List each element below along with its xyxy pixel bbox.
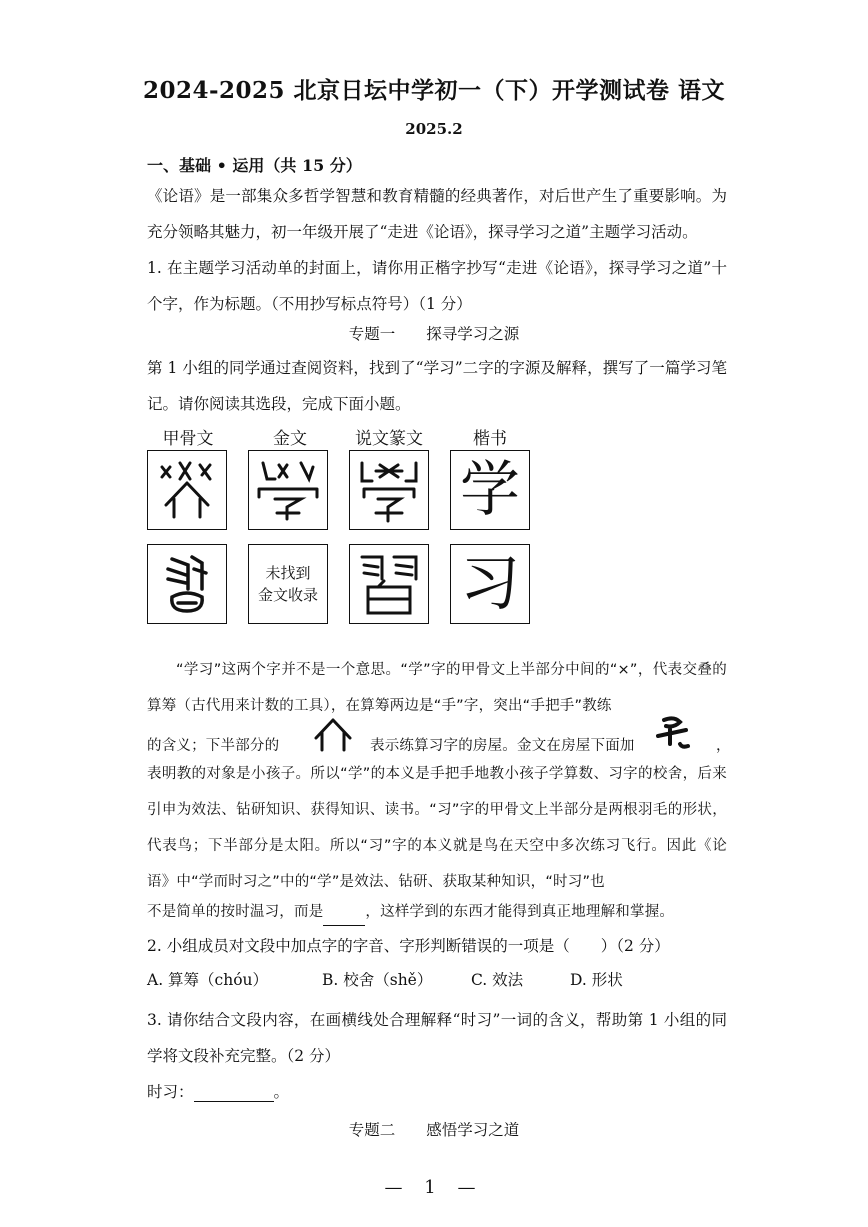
answer-blank[interactable] [194, 1101, 274, 1102]
passage-text-4b: ，这样学到的东西才能得到真正地理解和掌握。 [365, 904, 675, 920]
option-b[interactable]: B. 校舍（shě） [322, 971, 433, 989]
header-bronze: 金文 [273, 429, 307, 449]
regular-xi-char: 习 [460, 549, 520, 619]
option-d[interactable]: D. 形状 [570, 971, 623, 989]
bronze-xi-not-found [248, 544, 328, 624]
passage-answer-blank[interactable] [323, 925, 365, 926]
header-regular: 楷书 [473, 429, 507, 449]
passage-paragraph-3: 表明教的对象是小孩子。所以“学”的本义是手把手地教小孩子学算数、习字的校舍，后来引申为效法、钻研知识、获得知识、读书。“习”字的甲骨文上半部分是两根羽毛的形状，代表鸟；下半部分是太阳。所以“习”字的本义就是鸟在天空中多次练习飞行。因此《论语》中“学而时习之”中的“学”是效法、钻研、获取某种知识，“时习”也 [147, 766, 727, 890]
passage-line-4 [147, 898, 674, 926]
answer-label: 时习： [147, 1083, 194, 1101]
not-found-line-1: 未找到 [265, 564, 311, 582]
oracle-xue-glyph [147, 450, 227, 530]
bronze-xue-glyph [248, 450, 328, 530]
roof-glyph-icon [312, 716, 354, 752]
regular-xue-char: 学 [460, 455, 520, 525]
exam-title: 2024-2025 北京日坛中学初一（下）开学测试卷 语文 [142, 77, 726, 104]
regular-xue-glyph [450, 450, 530, 530]
child-glyph-icon [652, 714, 696, 750]
passage-paragraph-1: “学习”这两个字并不是一个意思。“学”字的甲骨文上半部分中间的“×”，代表交叠的算筹（古代用来计数的工具），在算筹两边是“手”字，突出“手把手”教练 [147, 662, 727, 714]
answer-line [147, 1080, 289, 1102]
topic-2-heading: 专题二 感悟学习之道 [348, 1121, 520, 1139]
header-seal: 说文篆文 [355, 429, 423, 449]
oracle-xi-glyph [147, 544, 227, 624]
exam-date: 2025.2 [405, 120, 463, 138]
question-1: 1. 在主题学习活动单的封面上，请你用正楷字抄写“走进《论语》，探寻学习之道”十个字，作为标题。（不用抄写标点符号）（1 分） [147, 259, 727, 313]
section-heading: 一、基础 • 运用（共 15 分） [147, 156, 362, 175]
question-3: 3. 请你结合文段内容，在画横线处合理解释“时习”一词的含义，帮助第 1 小组的同学将文段补充完整。（2 分） [147, 1011, 727, 1065]
option-c[interactable]: C. 效法 [471, 971, 524, 989]
page-number: — 1 — [384, 1177, 484, 1198]
passage-text-4a: 不是简单的按时温习，而是 [147, 904, 324, 920]
option-a[interactable]: A. 算筹（chóu） [147, 971, 269, 989]
topic-1-heading: 专题一 探寻学习之源 [348, 325, 520, 343]
answer-end: 。 [273, 1083, 290, 1101]
intro-paragraph: 《论语》是一部集众多哲学智慧和教育精髓的经典著作，对后世产生了重要影响。为充分领略其魅力，初一年级开展了“走进《论语》，探寻学习之道”主题学习活动。 [147, 187, 727, 241]
header-oracle-bone: 甲骨文 [162, 429, 214, 449]
seal-xi-glyph [349, 544, 429, 624]
group-1-intro: 第 1 小组的同学通过查阅资料，找到了“学习”二字的字源及解释，撰写了一篇学习笔记。请你阅读其选段，完成下面小题。 [147, 359, 727, 413]
passage-text-a: 的含义；下半部分的 [147, 738, 280, 754]
regular-xi-glyph [450, 544, 530, 624]
passage-text-c: ， [716, 738, 731, 754]
passage-text-b: 表示练算习字的房屋。金文在房屋下面加 [370, 738, 635, 754]
not-found-line-2: 金文收录 [257, 586, 318, 604]
seal-xue-glyph [349, 450, 429, 530]
question-2: 2. 小组成员对文段中加点字的字音、字形判断错误的一项是（ ）（2 分） [147, 937, 670, 955]
